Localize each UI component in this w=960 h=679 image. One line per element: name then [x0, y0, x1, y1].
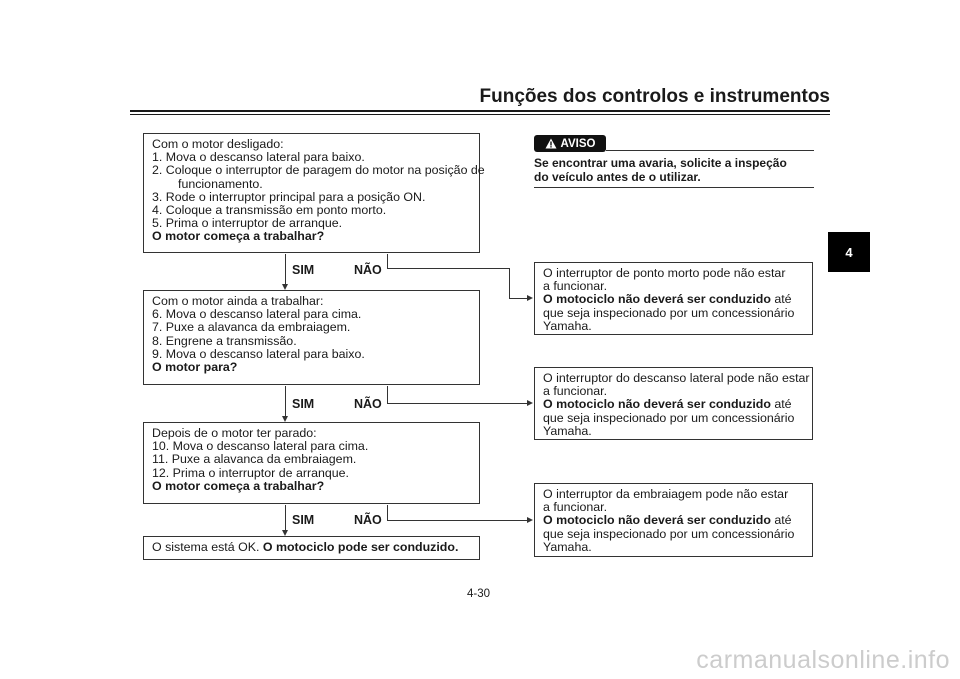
fault-box-1: [534, 262, 813, 335]
no-label: NÃO: [354, 397, 382, 411]
no-connector: [387, 520, 529, 521]
no-label: NÃO: [354, 263, 382, 277]
page-number: 4-30: [467, 588, 491, 600]
aviso-line: Se encontrar uma avaria, solicite a inspeção: [534, 156, 787, 170]
header-rule-thin: [130, 114, 830, 115]
step-text: Depois de o motor ter parado:: [152, 426, 317, 440]
fault-bold: O motociclo não deverá ser conduzido: [543, 292, 771, 307]
step-question: O motor começa a trabalhar?: [152, 478, 325, 493]
no-connector: [387, 505, 388, 520]
step-text: Com o motor desligado:: [152, 137, 284, 151]
step-box-2: [143, 290, 480, 385]
final-prefix: O sistema está OK.: [152, 540, 263, 554]
step-text: Com o motor ainda a trabalhar:: [152, 294, 324, 308]
final-bold: O motociclo pode ser conduzido.: [262, 540, 459, 554]
page-title: Funções dos controlos e instrumentos: [479, 86, 830, 107]
fault-box-3: [534, 483, 813, 557]
arrow-right: [527, 400, 533, 406]
fault-text: [543, 398, 806, 411]
step-question: O motor para?: [152, 360, 238, 375]
fault-after: até: [770, 397, 792, 412]
step-text: 8. Engrene a transmissão.: [152, 333, 297, 348]
step-text: 3. Rode o interruptor principal para a posição ON.: [152, 189, 426, 204]
step-box-3: [143, 422, 480, 504]
yes-connector: [285, 386, 286, 417]
fault-text: [543, 293, 806, 306]
no-connector: [509, 298, 529, 299]
step-text: 1. Mova o descanso lateral para baixo.: [152, 150, 365, 165]
step-text: 5. Prima o interruptor de arranque.: [152, 216, 343, 231]
no-connector: [387, 268, 509, 269]
step-text: 11. Puxe a alavanca da embraiagem.: [152, 452, 357, 467]
fault-text: [543, 514, 806, 527]
no-connector: [387, 254, 388, 268]
step-text: 10. Mova o descanso lateral para cima.: [152, 439, 369, 454]
fault-text: O interruptor da embraiagem pode não estar: [543, 487, 789, 501]
step-text: 12. Prima o interruptor de arranque.: [152, 465, 349, 480]
watermark: carmanualsonline.info: [696, 646, 950, 674]
fault-text: Yamaha.: [543, 318, 592, 333]
step-text: 2. Coloque o interruptor de paragem do motor na posição de: [152, 163, 485, 178]
fault-text: que seja inspecionado por um concessionário: [543, 305, 795, 320]
aviso-line: do veículo antes de o utilizar.: [534, 170, 701, 184]
fault-text: Yamaha.: [543, 539, 592, 554]
no-label: NÃO: [354, 513, 382, 527]
aviso-label: AVISO: [560, 137, 596, 150]
no-connector: [387, 386, 388, 403]
step-text: funcionamento.: [178, 176, 263, 191]
step-text: 7. Puxe a alavanca da embraiagem.: [152, 320, 351, 335]
fault-after: até: [770, 292, 792, 307]
fault-text: Yamaha.: [543, 423, 592, 438]
fault-text: a funcionar.: [543, 384, 608, 399]
aviso-badge: [534, 135, 606, 152]
step-text: 9. Mova o descanso lateral para baixo.: [152, 346, 365, 361]
step-text: 6. Mova o descanso lateral para cima.: [152, 307, 362, 322]
no-connector: [387, 403, 529, 404]
fault-box-2: [534, 367, 813, 440]
fault-bold: O motociclo não deverá ser conduzido: [543, 397, 771, 412]
aviso-text: [534, 156, 814, 184]
chapter-tab: 4: [828, 232, 870, 272]
aviso-rule-bottom: [534, 187, 814, 188]
fault-text: que seja inspecionado por um concessionário: [543, 526, 795, 541]
step-question: O motor começa a trabalhar?: [152, 229, 325, 244]
no-connector: [509, 268, 510, 298]
arrow-right: [527, 295, 533, 301]
yes-connector: [285, 254, 286, 285]
fault-text: O interruptor do descanso lateral pode não estar: [543, 371, 810, 385]
arrow-right: [527, 517, 533, 523]
fault-text: a funcionar.: [543, 279, 608, 294]
fault-text: que seja inspecionado por um concessionário: [543, 410, 795, 425]
final-box: [143, 536, 480, 560]
yes-connector: [285, 505, 286, 531]
fault-after: até: [770, 513, 792, 528]
warning-icon: [545, 138, 557, 149]
fault-text: a funcionar.: [543, 500, 608, 515]
yes-label: SIM: [292, 397, 315, 411]
aviso-rule-top: [606, 150, 814, 151]
yes-label: SIM: [292, 513, 315, 527]
step-text: 4. Coloque a transmissão em ponto morto.: [152, 203, 387, 218]
final-text: [152, 541, 473, 554]
fault-bold: O motociclo não deverá ser conduzido: [543, 513, 771, 528]
yes-label: SIM: [292, 263, 315, 277]
fault-text: O interruptor de ponto morto pode não estar: [543, 266, 786, 280]
step-box-1: [143, 133, 485, 253]
header-rule-thick: [130, 110, 830, 112]
